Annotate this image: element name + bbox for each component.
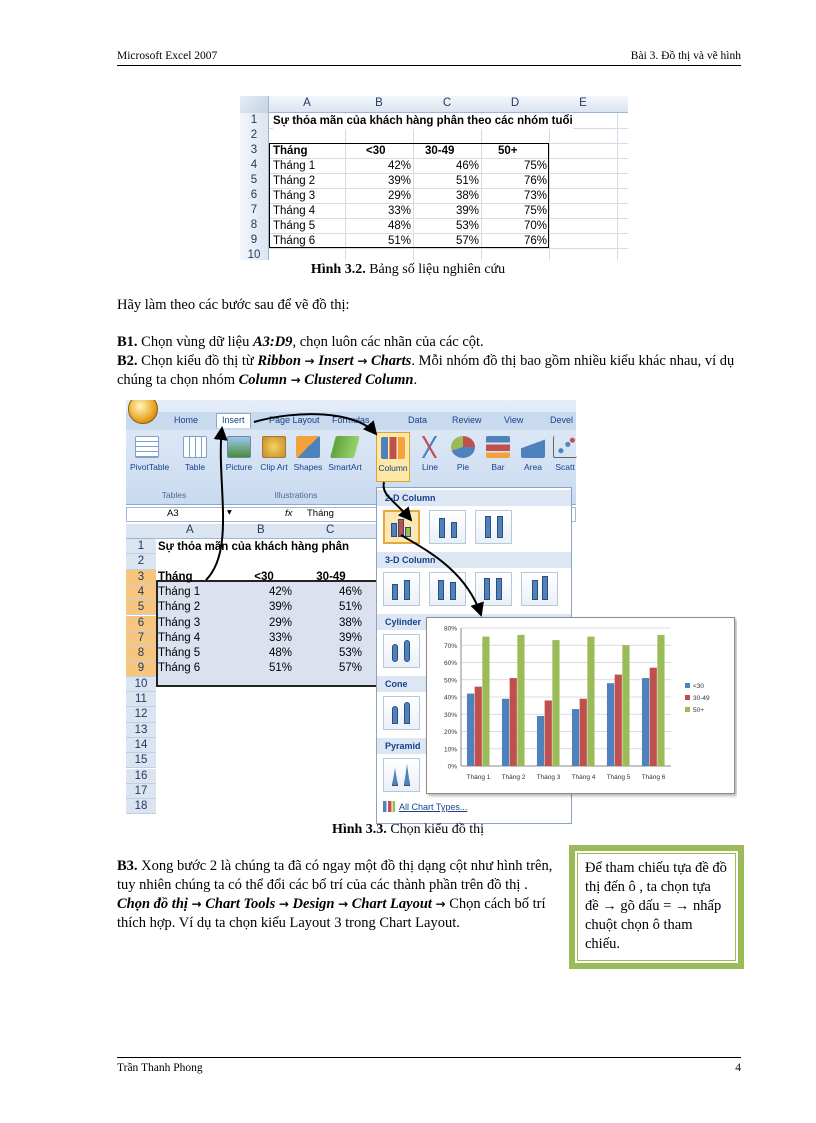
clip-art-button[interactable]: Clip Art	[257, 436, 291, 472]
scatter-chart-button[interactable]: Scatt	[548, 436, 582, 472]
gallery-section-cone: Cone	[377, 676, 571, 692]
table-cell[interactable]: Tháng 3	[158, 616, 201, 629]
all-chart-types-link[interactable]: All Chart Types...	[399, 802, 468, 812]
col-header-c[interactable]: C	[442, 97, 452, 109]
table-cell[interactable]: Tháng 6	[158, 662, 201, 675]
table-cell[interactable]: 39%	[268, 601, 292, 614]
smartart-button[interactable]: SmartArt	[328, 436, 362, 472]
x-tick-label: Tháng 4	[571, 774, 596, 781]
col-header-d[interactable]: D	[510, 97, 520, 109]
table-header-cell[interactable]: 50+	[498, 145, 518, 157]
table-cell[interactable]: 51%	[455, 175, 479, 187]
table-cell[interactable]: 42%	[387, 160, 411, 172]
y-tick-label: 50%	[443, 677, 457, 685]
row-header[interactable]: 13	[126, 723, 156, 738]
tab-review[interactable]: Review	[452, 415, 482, 425]
step-b2: B2. Chọn kiểu đồ thị từ Ribbon → Insert → Charts. Mỗi nhóm đồ thị bao gồm nhiều kiểu khác nhau, ví dụ chúng ta chọn nhóm Column → Clustered Column.	[117, 353, 735, 388]
col-header-e[interactable]: E	[579, 97, 587, 109]
table-cell[interactable]: 46%	[455, 160, 479, 172]
row-header[interactable]: 11	[126, 692, 156, 707]
row-header[interactable]: 9	[126, 661, 156, 676]
table-cell[interactable]: 75%	[523, 160, 547, 172]
arrow-to-gallery	[384, 482, 411, 520]
table-cell[interactable]: 51%	[338, 601, 362, 614]
table-cell[interactable]: 48%	[387, 220, 411, 232]
line-chart-button[interactable]: Line	[413, 436, 447, 472]
x-tick-label: Tháng 1	[466, 774, 491, 781]
page-header	[117, 50, 741, 66]
tab-page-layout[interactable]: Page Layout	[269, 415, 320, 425]
row-header[interactable]: 12	[126, 707, 156, 722]
table-cell[interactable]: Tháng 2	[273, 175, 316, 187]
pie-chart-button[interactable]: Pie	[446, 436, 480, 472]
page-footer	[117, 1057, 741, 1079]
figure-caption-3-2: Hình 3.2. Bảng số liệu nghiên cứu	[310, 262, 506, 277]
table-cell[interactable]: 76%	[523, 235, 547, 247]
y-tick-label: 80%	[443, 625, 457, 633]
table-cell[interactable]: Tháng 4	[158, 631, 201, 644]
row-header[interactable]: 6	[240, 188, 269, 203]
column-chart-button[interactable]: Column	[376, 432, 410, 482]
intro-paragraph: Hãy làm theo các bước sau để vẽ đồ thị:	[117, 297, 350, 313]
table-cell[interactable]: 70%	[523, 220, 547, 232]
row-header[interactable]: 15	[126, 753, 156, 768]
table-cell[interactable]: Tháng 1	[158, 585, 201, 598]
table-cell[interactable]: 29%	[268, 616, 292, 629]
select-all-corner[interactable]	[240, 96, 269, 113]
table-button[interactable]: Table	[178, 436, 212, 472]
row-header[interactable]: 10	[126, 677, 156, 692]
table-cell[interactable]: 46%	[338, 585, 362, 598]
tab-data[interactable]: Data	[408, 415, 428, 425]
y-tick-label: 70%	[443, 642, 457, 650]
group-label-illustrations: Illustrations	[274, 490, 318, 500]
row-header[interactable]: 18	[126, 799, 156, 814]
table-cell[interactable]: 33%	[268, 631, 292, 644]
x-tick-label: Tháng 2	[501, 774, 526, 781]
header-right: Bài 3. Đồ thị và vẽ hình	[630, 50, 741, 62]
area-chart-button[interactable]: Area	[516, 436, 550, 472]
y-tick-label: 10%	[443, 746, 457, 754]
table-cell[interactable]: 39%	[455, 205, 479, 217]
y-tick-label: 40%	[443, 694, 457, 702]
table-header-cell[interactable]: <30	[366, 145, 386, 157]
step-b1: B1. Chọn vùng dữ liệu A3:D9, chọn luôn các nhãn của các cột.	[117, 334, 484, 350]
table-cell[interactable]: 38%	[338, 616, 362, 629]
col-header-a[interactable]: A	[303, 97, 311, 109]
y-tick-label: 30%	[443, 711, 457, 719]
table-cell[interactable]: 39%	[338, 631, 362, 644]
annotation-arrows	[126, 400, 737, 824]
row-header[interactable]: 2	[126, 554, 156, 569]
group-label-tables: Tables	[161, 490, 187, 500]
page-number: 4	[735, 1062, 741, 1074]
pivottable-button[interactable]: PivotTable	[130, 436, 164, 472]
step-b3: B3. Xong bước 2 là chúng ta đã có ngay một đồ thị dạng cột như hình trên, tuy nhiên chúng ta có thể đổi các bố trí của các thành phần trên đồ thị . Chọn đồ thị → Chart Tools → Design → Chart Layout → Chọn cách bố trí thích hợp. Ví dụ ta chọn kiểu Layout 3 trong Chart Layout.	[117, 858, 553, 931]
picture-button[interactable]: Picture	[222, 436, 256, 472]
table-cell[interactable]: 42%	[268, 585, 292, 598]
gallery-section-cylinder: Cylinder	[377, 614, 571, 630]
row-header[interactable]: 1	[240, 113, 269, 128]
table-cell[interactable]: Tháng 2	[158, 601, 201, 614]
arrow-to-chart	[401, 535, 481, 615]
row-header[interactable]: 9	[240, 233, 269, 248]
table-cell[interactable]: 33%	[387, 205, 411, 217]
sheet-title-cell[interactable]: Sự thỏa mãn của khách hàng phân	[158, 541, 350, 553]
table-cell[interactable]: 73%	[523, 190, 547, 202]
row-header[interactable]: 14	[126, 738, 156, 753]
table-cell[interactable]: 51%	[387, 235, 411, 247]
x-tick-label: Tháng 3	[536, 774, 561, 781]
row-header[interactable]: 8	[240, 218, 269, 233]
table-cell[interactable]: 29%	[387, 190, 411, 202]
x-tick-label: Tháng 6	[641, 774, 666, 781]
legend-label: <30	[693, 683, 705, 690]
figure-caption-3-3: Hình 3.3. Chọn kiểu đồ thị	[331, 822, 485, 837]
row-header[interactable]: 2	[240, 128, 269, 143]
shapes-button[interactable]: Shapes	[291, 436, 325, 472]
excel-screenshot-figure	[126, 400, 737, 824]
row-header[interactable]: 4	[240, 158, 269, 173]
row-header[interactable]: 3	[126, 570, 156, 585]
table-cell[interactable]: Tháng 1	[273, 160, 316, 172]
name-box[interactable]: A3	[167, 508, 179, 519]
note-box	[569, 845, 744, 969]
row-header[interactable]: 16	[126, 769, 156, 784]
header-left: Microsoft Excel 2007	[117, 50, 218, 62]
formula-input[interactable]: Tháng	[307, 508, 334, 519]
tab-developer[interactable]: Devel	[550, 415, 574, 425]
table-cell[interactable]: 39%	[387, 175, 411, 187]
tab-formulas[interactable]: Formulas	[332, 415, 370, 425]
table-header-cell[interactable]: 30-49	[425, 145, 455, 157]
gallery-section-2d-column: 2-D Column	[377, 490, 571, 506]
bar-chart-button[interactable]: Bar	[481, 436, 515, 472]
table-cell[interactable]: 57%	[338, 662, 362, 675]
row-header[interactable]: 1	[126, 539, 156, 554]
table-cell[interactable]: Tháng 6	[273, 235, 316, 247]
row-header[interactable]: 6	[126, 616, 156, 631]
legend-label: 50+	[693, 707, 705, 714]
row-header[interactable]: 8	[126, 646, 156, 661]
table-cell[interactable]: Tháng 3	[273, 190, 316, 202]
table-cell[interactable]: 76%	[523, 175, 547, 187]
y-tick-label: 20%	[443, 729, 457, 736]
row-header[interactable]: 17	[126, 784, 156, 799]
column-headers	[240, 96, 628, 113]
table-cell[interactable]: Tháng 4	[273, 205, 316, 217]
row-header[interactable]: 7	[240, 203, 269, 218]
tab-view[interactable]: View	[504, 415, 524, 425]
row-header[interactable]: 10	[240, 248, 269, 260]
gallery-section-3d-column: 3-D Column	[377, 552, 571, 568]
tab-insert[interactable]: Insert	[216, 413, 251, 428]
legend-label: 30-49	[693, 695, 710, 702]
table-cell[interactable]: 53%	[338, 647, 362, 660]
y-tick-label: 0%	[447, 763, 457, 771]
gallery-section-pyramid: Pyramid	[377, 738, 571, 754]
function-icon[interactable]: fx	[285, 508, 293, 519]
y-tick-label: 60%	[443, 660, 457, 667]
name-box-dropdown-icon[interactable]: ▾	[227, 507, 232, 518]
table-cell[interactable]: 30-49	[316, 570, 346, 583]
row-header[interactable]: 3	[240, 143, 269, 158]
note-text: Để tham chiếu tựa đề đồ thị đến ô , ta chọn tựa đề → gõ dấu = → nhấp chuột chọn ô tham chiếu.	[585, 860, 727, 952]
row-header[interactable]: 4	[126, 585, 156, 600]
table-header-cell[interactable]: Tháng	[273, 145, 308, 157]
table-cell[interactable]: Tháng 5	[273, 220, 316, 232]
table-cell[interactable]: 48%	[268, 647, 292, 660]
table-cell[interactable]: Tháng 5	[158, 647, 201, 660]
table-cell[interactable]: 38%	[455, 190, 479, 202]
x-tick-label: Tháng 5	[606, 774, 631, 781]
table-cell[interactable]: 53%	[455, 220, 479, 232]
row-header[interactable]: 7	[126, 631, 156, 646]
arrow-to-column-button	[254, 414, 376, 434]
table-cell[interactable]: 57%	[455, 235, 479, 247]
row-header[interactable]: 5	[126, 600, 156, 615]
table-cell[interactable]: <30	[254, 570, 274, 583]
col-header-b[interactable]: B	[257, 524, 265, 536]
sheet-title-cell[interactable]: Sự thỏa mãn của khách hàng phân theo các nhóm tuổi	[273, 115, 573, 127]
footer-author: Trần Thanh Phong	[117, 1062, 203, 1074]
row-header[interactable]: 5	[240, 173, 269, 188]
table-cell[interactable]: 75%	[523, 205, 547, 217]
table-cell[interactable]: 51%	[268, 662, 292, 675]
spreadsheet-figure-1	[240, 96, 628, 260]
table-cell[interactable]: Tháng	[158, 570, 193, 583]
col-header-c[interactable]: C	[326, 524, 335, 536]
col-header-a[interactable]: A	[186, 524, 194, 536]
col-header-b[interactable]: B	[375, 97, 383, 109]
tab-home[interactable]: Home	[174, 415, 199, 425]
arrow-to-insert-tab	[206, 428, 223, 580]
